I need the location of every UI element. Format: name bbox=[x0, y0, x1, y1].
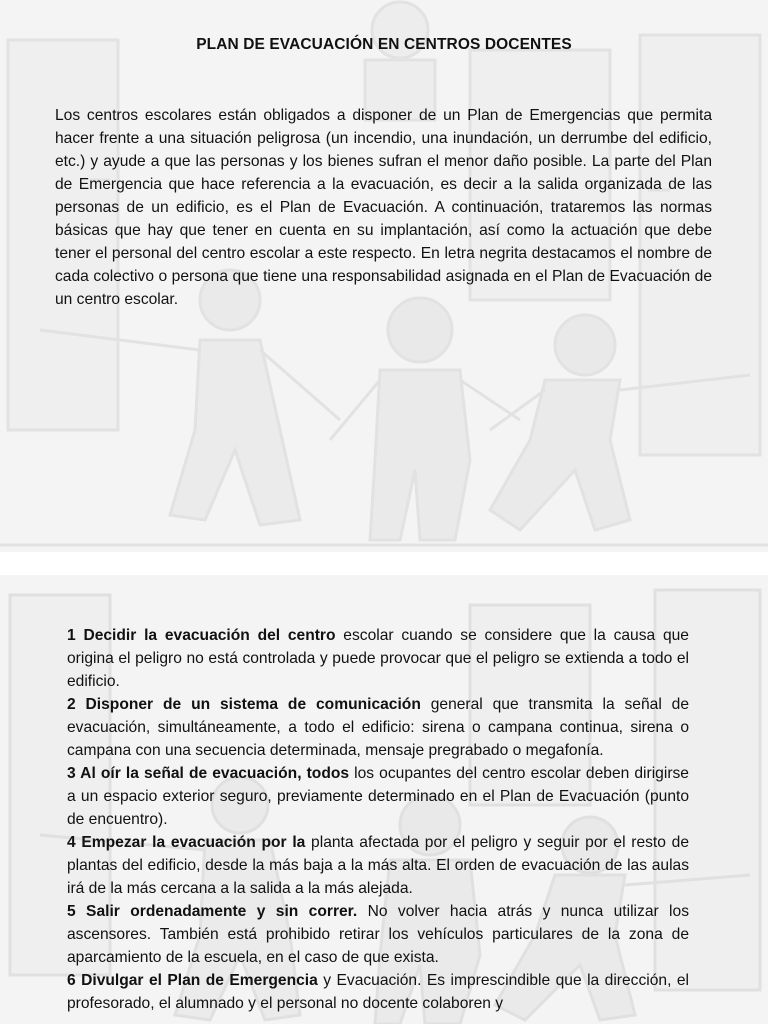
rule-title: 6 Divulgar el Plan de Emergencia bbox=[67, 972, 318, 989]
rule-title: 3 Al oír la señal de evacuación, todos bbox=[67, 765, 350, 782]
rule-text: general que transmita la señal de evacuación, simultáneamente, a todo el edificio: sirena o campana continua, sirena o campana con una secuencia determinada, mensaje pregrabado o megafonía. bbox=[67, 696, 690, 759]
rule-text: escolar cuando se considere que la causa que origina el peligro no está controlada y puede provocar que el peligro se extienda a todo el edificio. bbox=[67, 627, 689, 690]
rule-item bbox=[67, 762, 689, 831]
page-title: PLAN DE EVACUACIÓN EN CENTROS DOCENTES bbox=[196, 36, 572, 53]
rules-list bbox=[67, 624, 689, 1015]
slide-rules bbox=[0, 575, 768, 1024]
rule-title: 5 Salir ordenadamente y sin correr. bbox=[67, 903, 358, 920]
intro-paragraph: Los centros escolares están obligados a disponer de un Plan de Emergencias que permita hacer frente a una situación peligrosa (un incendio, una inundación, un derrumbe del edificio, etc.) y ayude a que las personas y los bienes sufran el menor daño posible. La parte del Plan de Emergencia que hace referencia a la evacuación, es decir a la salida organizada de las personas de un edificio, es el Plan de Evacuación. A continuación, trataremos las normas básicas que hay que tener en cuenta en su implantación, así como la actuación que debe tener el personal del centro escolar a este respecto. En letra negrita destacamos el nombre de cada colectivo o persona que tiene una responsabilidad asignada en el Plan de Evacuación de un centro escolar. bbox=[55, 107, 712, 308]
rule-title: 2 Disponer de un sistema de comunicación bbox=[67, 696, 421, 713]
rule-item bbox=[67, 624, 689, 693]
rule-item bbox=[67, 969, 689, 1015]
rule-text: y Evacuación. Es imprescindible que la dirección, el profesorado, el alumnado y el personal no docente colaboren y bbox=[67, 972, 689, 1012]
rule-item bbox=[67, 900, 689, 969]
rule-item bbox=[67, 693, 689, 762]
rule-title: 4 Empezar la evacuación por la bbox=[67, 834, 306, 851]
rule-title: 1 Decidir la evacuación del centro bbox=[67, 627, 336, 644]
rule-text: los ocupantes del centro escolar deben dirigirse a un espacio exterior seguro, previamente determinado en el Plan de Evacuación (punto de encuentro). bbox=[67, 765, 689, 828]
rule-text: No volver hacia atrás y nunca utilizar los ascensores. También está prohibido retirar los vehículos particulares de la zona de aparcamiento de la escuela, en el caso de que exista. bbox=[67, 903, 689, 966]
rule-text: planta afectada por el peligro y seguir por el resto de plantas del edificio, desde la más baja a la más alta. El orden de evacuación de las aulas irá de la más cercana a la salida a la más alejada. bbox=[67, 834, 689, 897]
rule-item bbox=[67, 831, 689, 900]
